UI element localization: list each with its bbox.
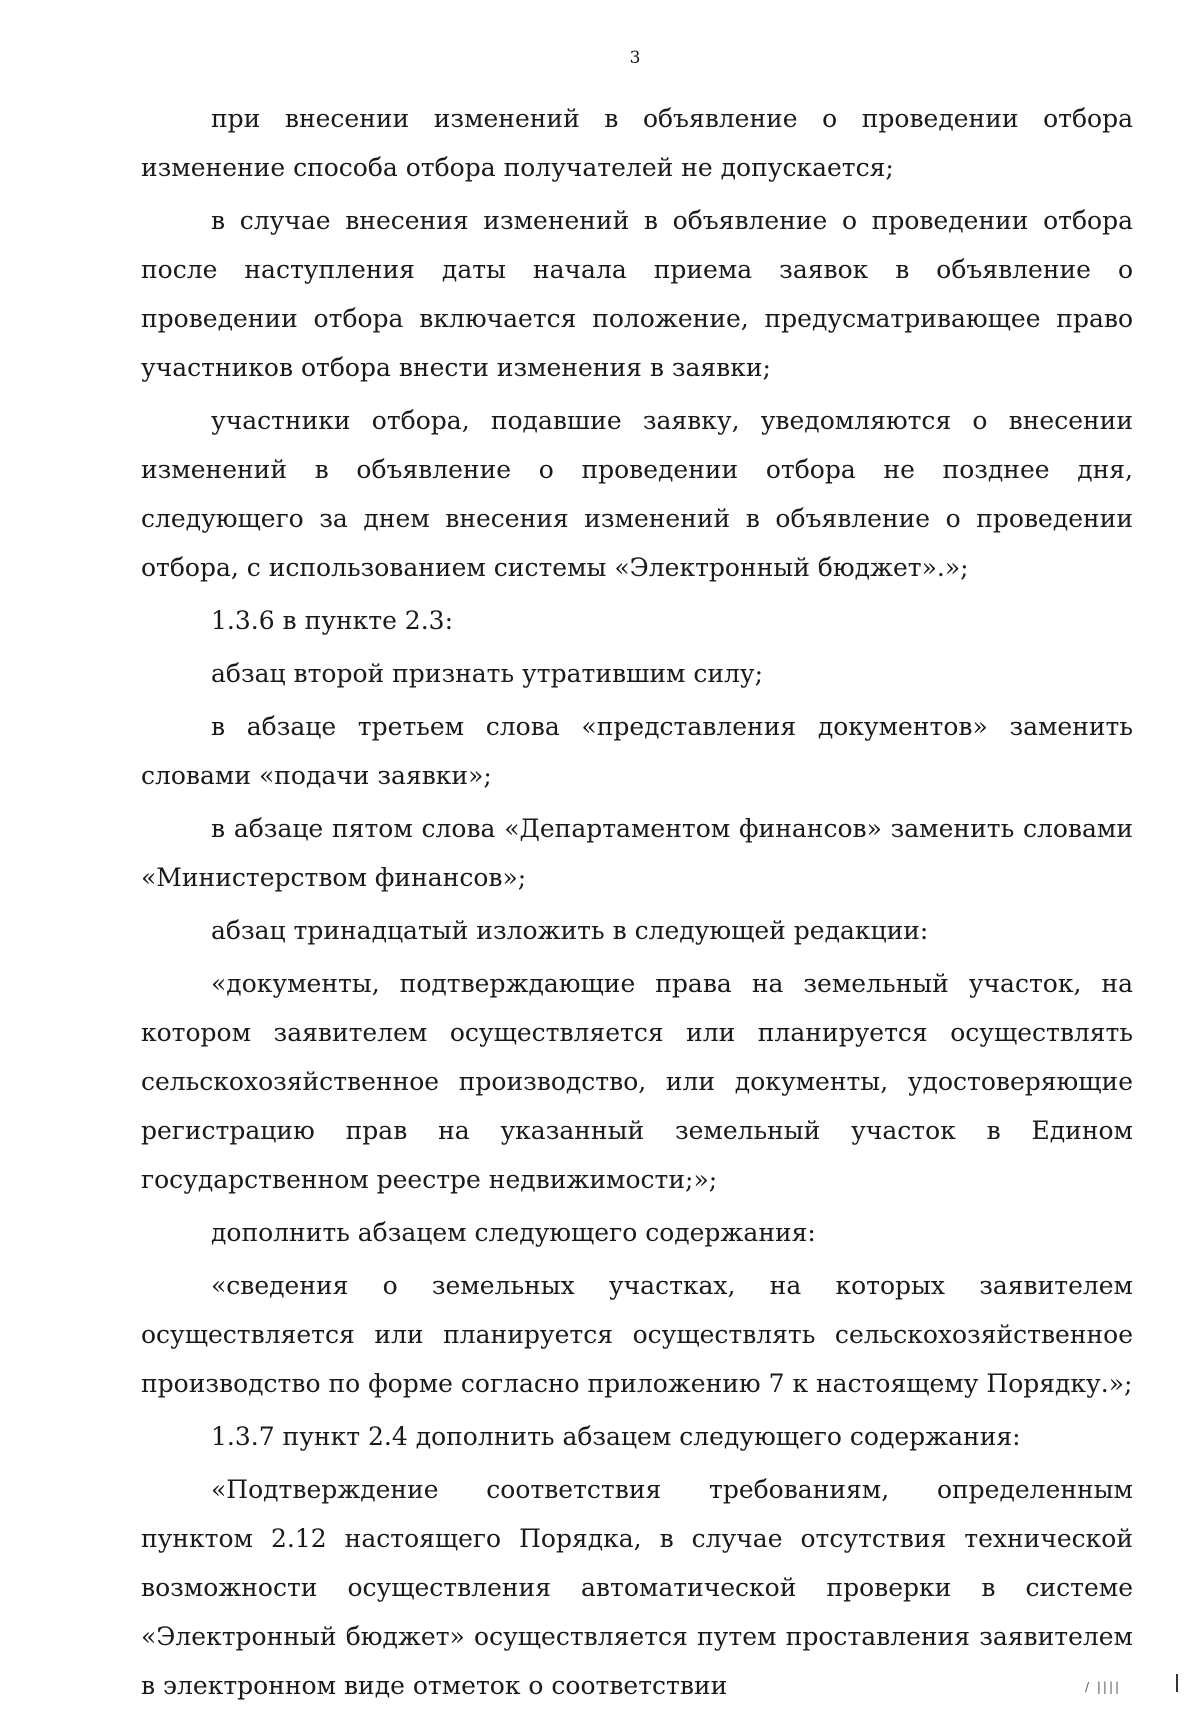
paragraph: дополнить абзацем следующего содержания: — [211, 1218, 816, 1247]
paragraph: абзац тринадцатый изложить в следующей редакции: — [211, 916, 929, 945]
paragraph: 1.3.6 в пункте 2.3: — [211, 606, 453, 635]
paragraph: 1.3.7 пункт 2.4 дополнить абзацем следующего содержания: — [211, 1422, 1021, 1451]
document-body — [141, 94, 1133, 1710]
paragraph: «Подтверждение соответствия требованиям, определенным пунктом 2.12 настоящего Порядка, в случае отсутствия технической возможности осуществления автоматической проверки в системе «Электронный бюджет» осуществляется путем проставления заявителем в электронном виде отметок о соответствии — [141, 1475, 1133, 1700]
paragraph: при внесении изменений в объявление о проведении отбора изменение способа отбора получателей не допускается; — [141, 104, 1133, 182]
page-number: 3 — [629, 48, 641, 68]
scan-mark: / |||| — [1085, 1680, 1122, 1694]
paragraph: в абзаце третьем слова «представления документов» заменить словами «подачи заявки»; — [141, 712, 1133, 790]
paragraph: «сведения о земельных участках, на которых заявителем осуществляется или планируется осуществлять сельскохозяйственное производство по форме согласно приложению 7 к настоящему Порядку.»; — [141, 1271, 1133, 1398]
scan-edge-mark — [1176, 1674, 1178, 1692]
paragraph: участники отбора, подавшие заявку, уведомляются о внесении изменений в объявление о проведении отбора не позднее дня, следующего за днем внесения изменений в объявление о проведении отбора, с использованием системы «Электронный бюджет».»; — [141, 406, 1133, 582]
paragraph: в абзаце пятом слова «Департаментом финансов» заменить словами «Министерством финансов»; — [141, 814, 1133, 892]
paragraph: в случае внесения изменений в объявление о проведении отбора после наступления даты начала приема заявок в объявление о проведении отбора включается положение, предусматривающее право участников отбора внести изменения в заявки; — [141, 206, 1133, 382]
paragraph: абзац второй признать утратившим силу; — [211, 659, 764, 688]
paragraph: «документы, подтверждающие права на земельный участок, на котором заявителем осуществляется или планируется осуществлять сельскохозяйственное производство, или документы, удостоверяющие регистрацию прав на указанный земельный участок в Едином государственном реестре недвижимости;»; — [141, 969, 1133, 1194]
